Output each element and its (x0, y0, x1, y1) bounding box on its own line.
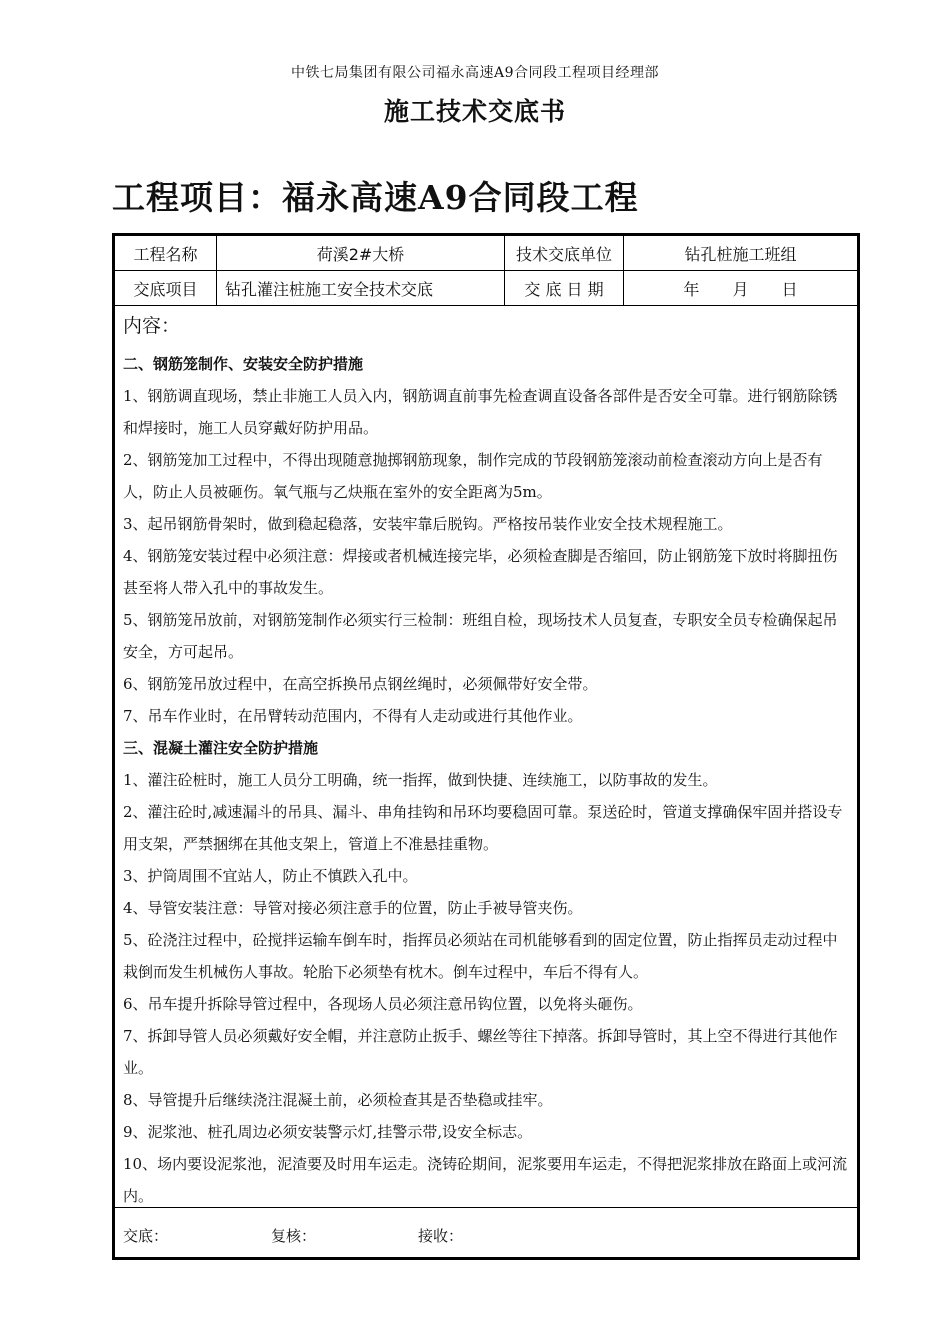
document-title: 施工技术交底书 (383, 97, 566, 126)
unit-value: 钻孔桩施工班组 (624, 236, 858, 271)
item-label: 交底项目 (115, 271, 217, 306)
content-body (123, 312, 851, 1212)
date-value: 年 月 日 (624, 271, 858, 306)
list-item: 7、拆卸导管人员必须戴好安全帽，并注意防止扳手、螺丝等往下掉落。拆卸导管时，其上空不得进行其他作业。 (123, 1027, 838, 1077)
review-label: 复核： (271, 1227, 317, 1245)
list-item: 5、钢筋笼吊放前，对钢筋笼制作必须实行三检制：班组自检，现场技术人员复查，专职安全员专检确保起吊安全，方可起吊。 (123, 611, 838, 661)
meta-row-1 (115, 236, 857, 271)
project-name-value: 荷溪2#大桥 (217, 236, 505, 271)
list-item: 3、起吊钢筋骨架时，做到稳起稳落，安装牢靠后脱钩。严格按吊装作业安全技术规程施工。 (123, 515, 733, 533)
list-item: 2、灌注砼时,减速漏斗的吊具、漏斗、串角挂钩和吊环均要稳固可靠。泵送砼时，管道支撑确保牢固并搭设专用支架，严禁捆绑在其他支架上，管道上不准悬挂重物。 (123, 803, 843, 853)
handover-label: 交底： (123, 1227, 169, 1245)
list-item: 2、钢筋笼加工过程中，不得出现随意抛掷钢筋现象，制作完成的节段钢筋笼滚动前检查滚动方向上是否有人，防止人员被砸伤。氧气瓶与乙炔瓶在室外的安全距离为5m。 (123, 451, 823, 501)
disclosure-form (112, 233, 860, 1260)
content-label: 内容： (123, 315, 181, 337)
meta-table (115, 236, 857, 306)
list-item: 6、吊车提升拆除导管过程中，各现场人员必须注意吊钩位置，以免将头砸伤。 (123, 995, 643, 1013)
receive-label: 接收： (418, 1227, 464, 1245)
project-name-label: 工程名称 (115, 236, 217, 271)
list-item: 4、导管安装注意：导管对接必须注意手的位置，防止手被导管夹伤。 (123, 899, 583, 917)
list-item: 1、灌注砼桩时，施工人员分工明确，统一指挥，做到快捷、连续施工，以防事故的发生。 (123, 771, 718, 789)
organization-header: 中铁七局集团有限公司福永高速A9合同段工程项目经理部 (290, 65, 660, 81)
unit-label: 技术交底单位 (505, 236, 624, 271)
list-item: 9、泥浆池、桩孔周边必须安装警示灯,挂警示带,设安全标志。 (123, 1123, 533, 1141)
date-label: 交 底 日 期 (505, 271, 624, 306)
list-item: 4、钢筋笼安装过程中必须注意：焊接或者机械连接完毕，必须检查脚是否缩回，防止钢筋笼下放时将脚扭伤甚至将人带入孔中的事故发生。 (123, 547, 838, 597)
signature-row (115, 1207, 857, 1258)
list-item: 1、钢筋调直现场，禁止非施工人员入内，钢筋调直前事先检查调直设备各部件是否安全可靠。进行钢筋除锈和焊接时，施工人员穿戴好防护用品。 (123, 387, 838, 437)
list-item: 3、护筒周围不宜站人，防止不慎跌入孔中。 (123, 867, 418, 885)
list-item: 8、导管提升后继续浇注混凝土前，必须检查其是否垫稳或挂牢。 (123, 1091, 553, 1109)
project-title: 工程项目：福永高速A9合同段工程 (112, 178, 639, 217)
section-heading: 二、钢筋笼制作、安装安全防护措施 (123, 355, 364, 373)
item-value: 钻孔灌注桩施工安全技术交底 (217, 271, 505, 306)
list-item: 7、吊车作业时，在吊臂转动范围内，不得有人走动或进行其他作业。 (123, 707, 583, 725)
list-item: 6、钢筋笼吊放过程中，在高空拆换吊点钢丝绳时，必须佩带好安全带。 (123, 675, 598, 693)
meta-row-2 (115, 271, 857, 306)
list-item: 10、场内要设泥浆池，泥渣要及时用车运走。浇铸砼期间，泥浆要用车运走，不得把泥浆排放在路面上或河流内。 (123, 1155, 848, 1205)
section-heading: 三、混凝土灌注安全防护措施 (123, 739, 319, 757)
list-item: 5、砼浇注过程中，砼搅拌运输车倒车时，指挥员必须站在司机能够看到的固定位置，防止指挥员走动过程中栽倒而发生机械伤人事故。轮胎下必须垫有枕木。倒车过程中，车后不得有人。 (123, 931, 838, 981)
